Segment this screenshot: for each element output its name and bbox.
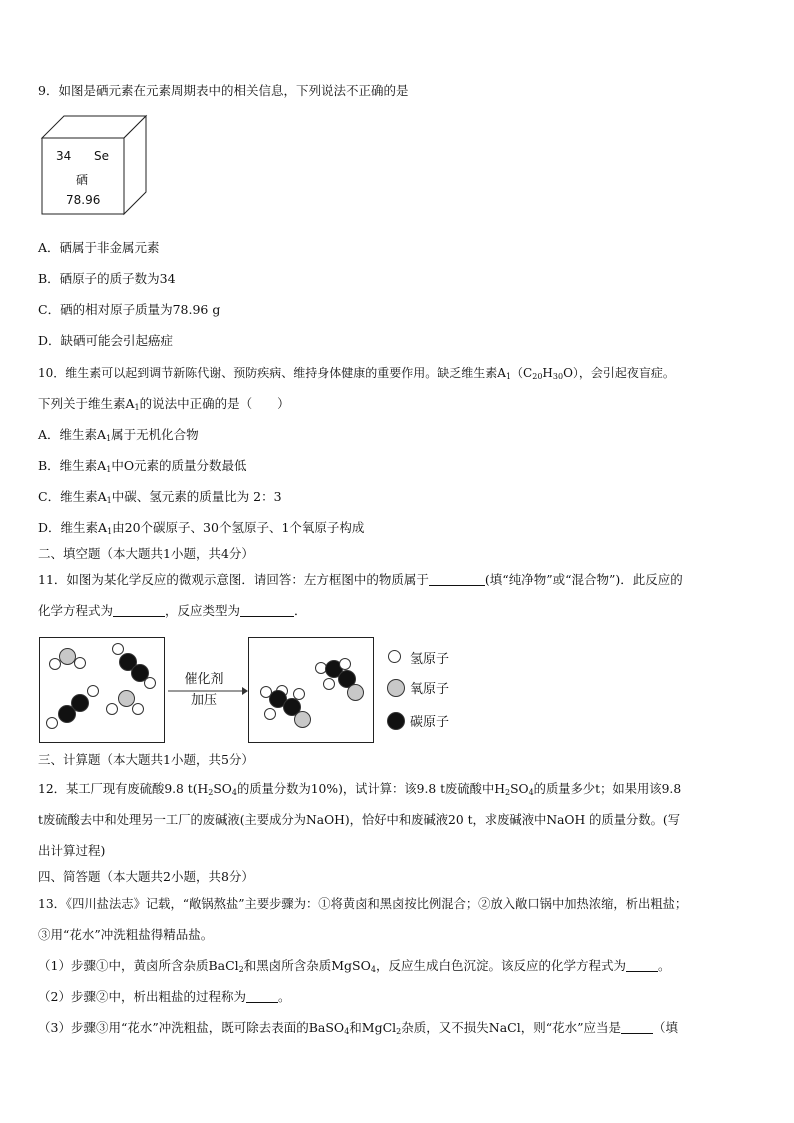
section-4-title: 四、简答题（本大题共2小题，共8分） (38, 869, 254, 884)
element-mass: 78.96 (66, 193, 101, 207)
hydrogen-atom (106, 703, 118, 715)
q12-line3: 出计算过程) (38, 843, 106, 858)
q13-blank-1[interactable] (626, 959, 658, 972)
legend-hydrogen-icon (388, 650, 401, 663)
q10-option-a: A．维生素$A_1$属于无机化合物 (38, 427, 199, 443)
q10-option-c: C．维生素$A_1$中碳、氢元素的质量比为 2：3 (38, 489, 282, 505)
section-2-title: 二、填空题（本大题共1小题，共4分） (38, 546, 254, 561)
hydrogen-atom (132, 703, 144, 715)
q10-stem-line1: 10．维生素可以起到调节新陈代谢、预防疾病、维持身体健康的重要作用。缺乏维生素$A_1(C_{20}H_{30}O)$，会引起夜盲症。 (38, 366, 675, 381)
hydrogen-atom (144, 677, 156, 689)
q13-sub1: （1）步骤①中，黄卤所含杂质BaCl$_2$和黑卤所含杂质MgSO$_4$，反应生成白色沉淀。该反应的化学方程式为 。 (38, 958, 671, 974)
q10-option-b: B．维生素$A_1$中O元素的质量分数最低 (38, 458, 247, 474)
q13-line1: 13．《四川盐法志》记载，“敞锅熬盐”主要步骤为：①将黄卤和黑卤按比例混合；②放入敞口锅中加热浓缩，析出粗盐； (38, 897, 688, 911)
q9-option-a: A．硒属于非金属元素 (38, 240, 160, 255)
hydrogen-atom (323, 678, 335, 690)
reaction-diagram (38, 636, 458, 744)
hydrogen-atom (339, 658, 351, 670)
oxygen-atom (347, 684, 364, 701)
q13-sub2: （2）步骤②中，析出粗盐的过程称为 。 (38, 989, 291, 1004)
q13-blank-2[interactable] (246, 990, 278, 1003)
hydrogen-atom (74, 657, 86, 669)
q11-line2: 化学方程式为 ，反应类型为 ． (38, 603, 307, 618)
legend-oxygen-label: 氧原子 (410, 682, 450, 697)
catalyst-label: 催化剂 (184, 672, 224, 687)
hydrogen-atom (46, 717, 58, 729)
q10-stem-line2: 下列关于维生素$A_1$的说法中正确的是（ ） (38, 396, 290, 412)
element-symbol: Se (94, 149, 109, 163)
products-box (248, 637, 374, 743)
pressure-label: 加压 (190, 693, 217, 708)
q11-blank-3[interactable] (240, 604, 294, 617)
q9-stem: 9．如图是硒元素在元素周期表中的相关信息，下列说法不正确的是 (38, 83, 409, 98)
carbon-atom (58, 705, 76, 723)
oxygen-atom (294, 711, 311, 728)
q12-line2: t废硫酸去中和处理另一工厂的废碱液(主要成分为NaOH)，恰好中和废碱液20 t，求废碱液中NaOH 的质量分数。(写 (38, 813, 681, 827)
legend-carbon-label: 碳原子 (410, 715, 450, 730)
legend-oxygen-icon (387, 679, 405, 697)
element-name: 硒 (76, 173, 89, 187)
q11-line1: 11．如图为某化学反应的微观示意图．请回答：左方框图中的物质属于 (填“纯净物”或“混合物”)．此反应的 (38, 572, 683, 587)
q9-option-b: B．硒原子的质子数为34 (38, 271, 176, 286)
element-atomic-number: 34 (56, 149, 72, 163)
q13-sub3: （3）步骤③用“花水”冲洗粗盐，既可除去表面的BaSO$_4$和MgCl$_2$杂质，又不损失NaCl，则“花水”应当是 （填 (38, 1020, 678, 1036)
q13-blank-3[interactable] (621, 1021, 653, 1034)
section-3-title: 三、计算题（本大题共1小题，共5分） (38, 752, 254, 767)
q13-line2: ③用“花水”冲洗粗盐得精品盐。 (38, 927, 214, 942)
legend-hydrogen-label: 氢原子 (410, 652, 450, 667)
hydrogen-atom (87, 685, 99, 697)
q11-blank-1[interactable] (429, 573, 485, 586)
legend-carbon-icon (387, 712, 405, 730)
hydrogen-atom (112, 643, 124, 655)
q9-option-d: D．缺硒可能会引起癌症 (38, 333, 174, 348)
q12-line1: 12．某工厂现有废硫酸9.8 $t(H_2SO_4$的质量分数为10%)，试计算：该9.8 t废硫酸中$H_2SO_4$的质量多少t；如果用该9.8 (38, 782, 682, 797)
q10-option-d: D．维生素$A_1$由20个碳原子、30个氢原子、1个氧原子构成 (38, 520, 365, 536)
reactants-box (39, 637, 165, 743)
q9-option-c: C．硒的相对原子质量为78.96 g (38, 302, 221, 317)
q11-blank-2[interactable] (113, 604, 165, 617)
hydrogen-atom (264, 708, 276, 720)
element-card (40, 114, 150, 216)
